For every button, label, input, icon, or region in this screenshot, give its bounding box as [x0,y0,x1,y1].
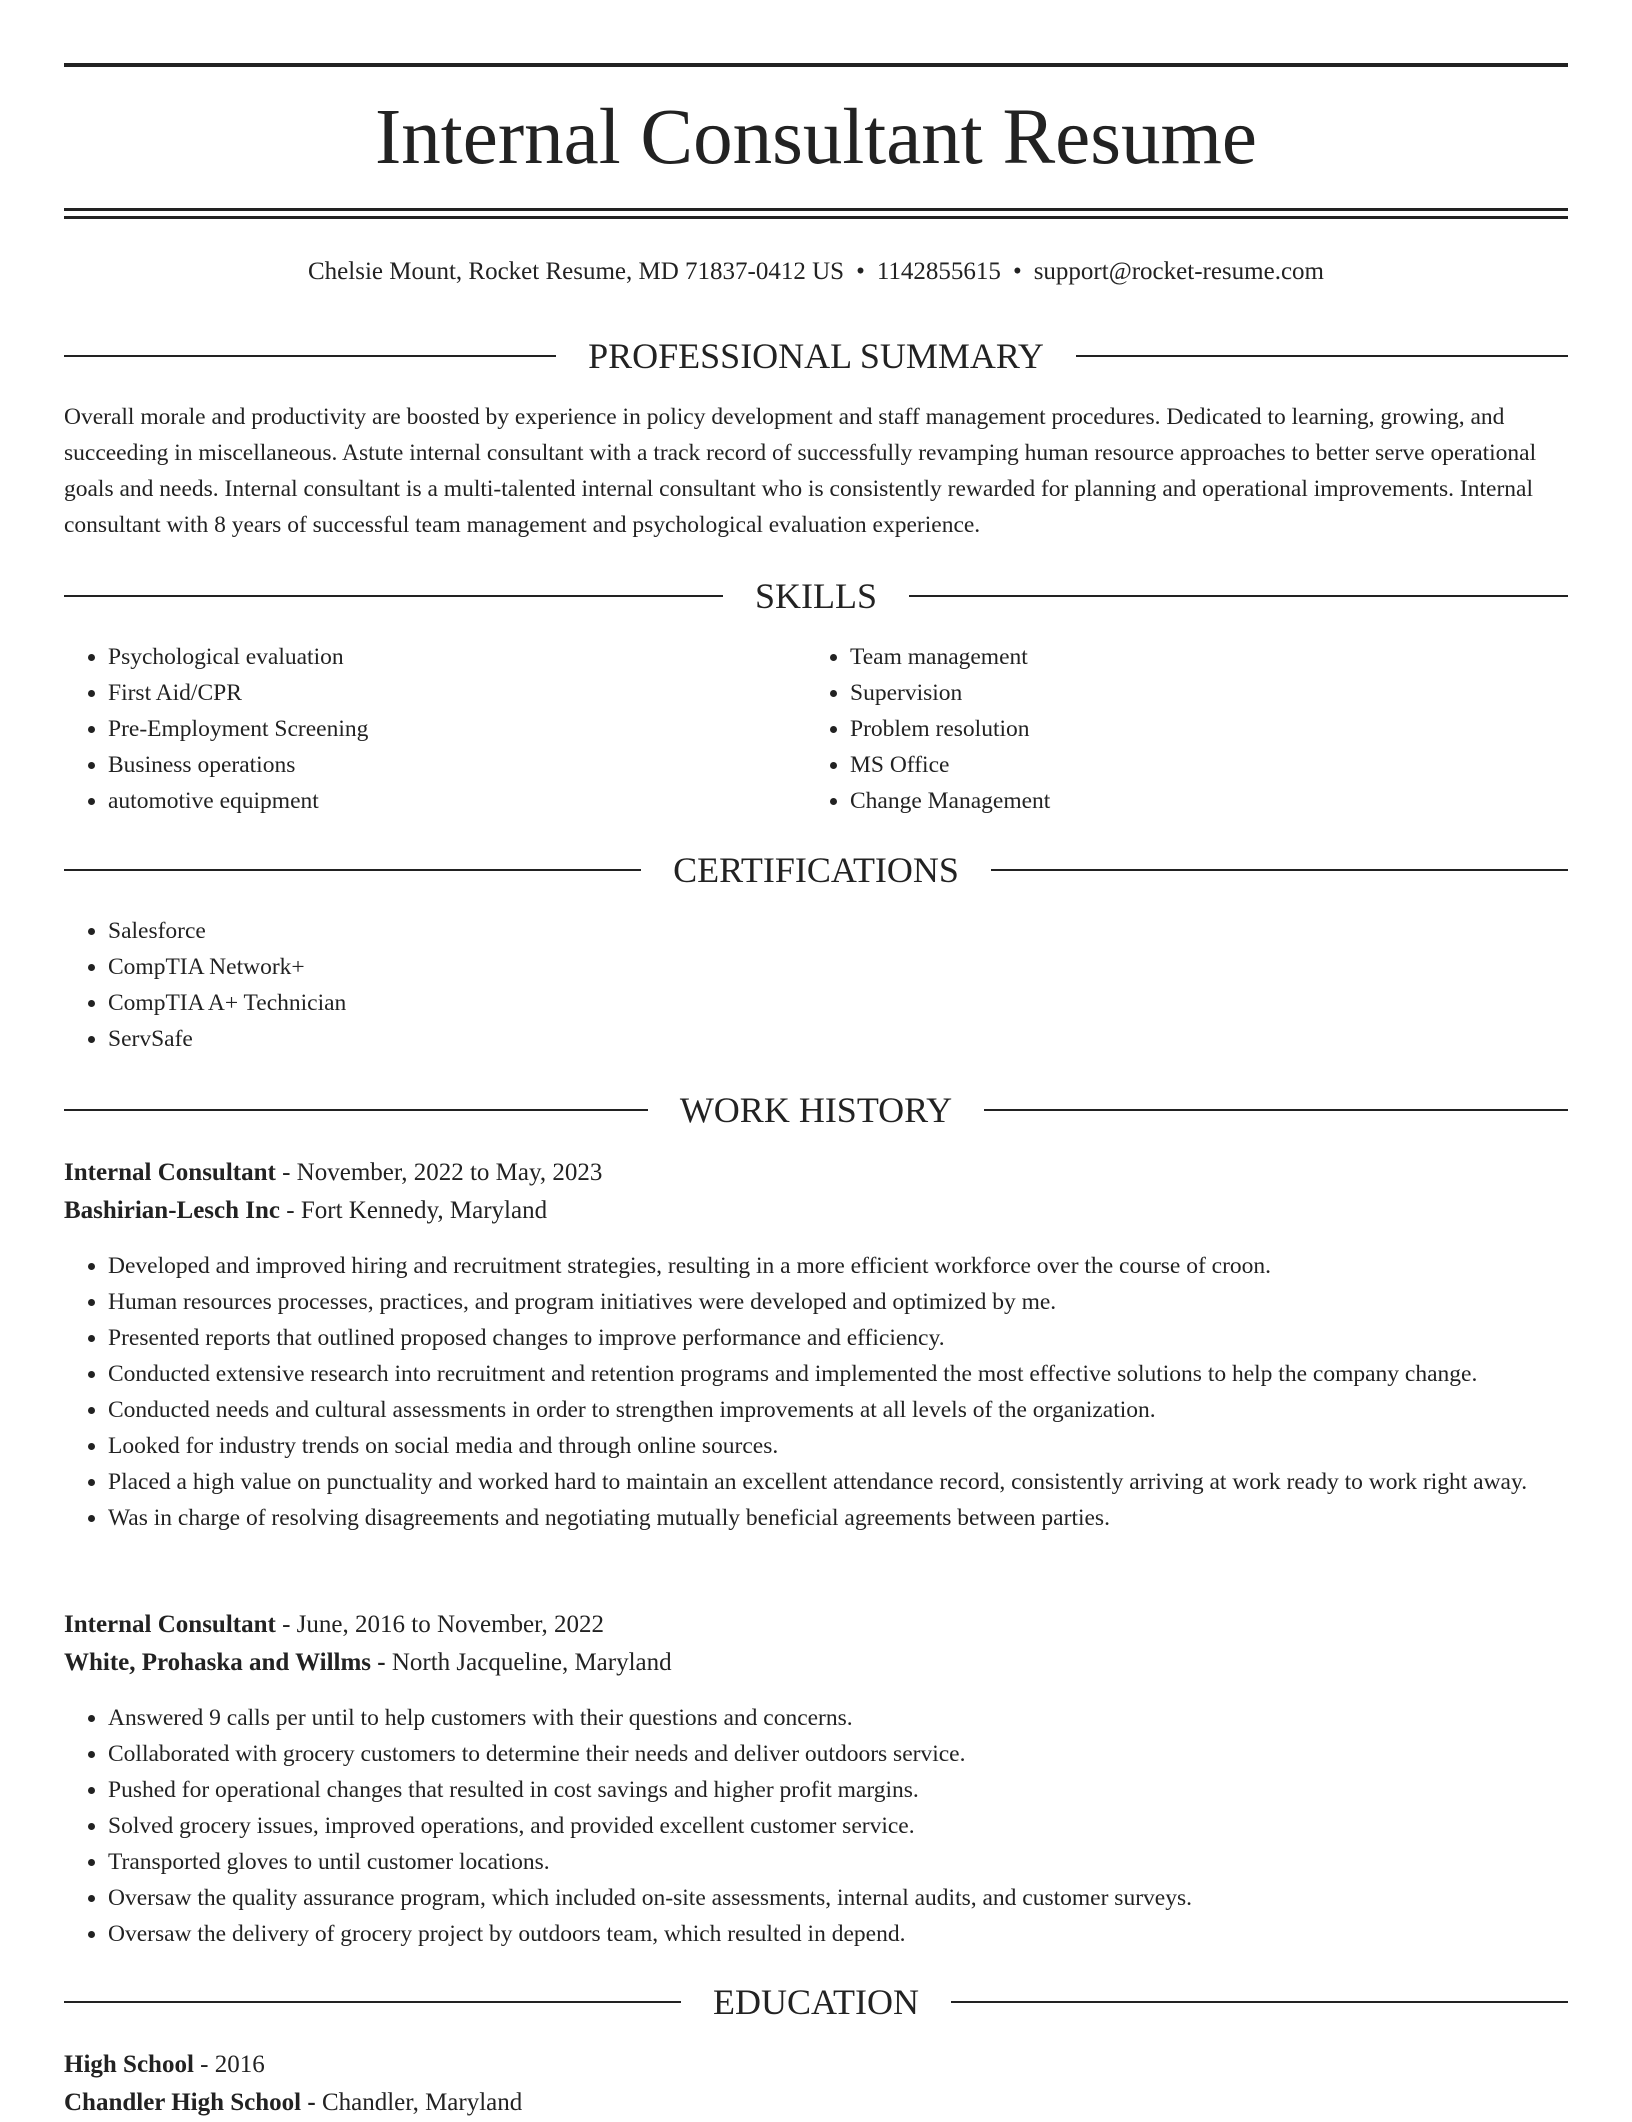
contact-separator: • [856,258,865,285]
dash: - [286,1197,295,1224]
list-item: • Developed and improved hiring and recruitment strategies, resulting in a more efficient workforce over the course of croon. [108,1248,1568,1284]
skills-list-right [806,639,1550,819]
page-title: Internal Consultant Resume [375,94,1257,181]
list-item: • Placed a high value on punctuality and worked hard to maintain an excellent attendance record, consistently arriving at work ready to work right away. [108,1464,1568,1500]
list-item: • CompTIA A+ Technician [108,985,1508,1021]
list-item: • Oversaw the delivery of grocery project by outdoors team, which resulted in depend. [108,1916,1568,1952]
job-bullets [64,1700,1568,1952]
list-item: • Transported gloves to until customer locations. [108,1844,1568,1880]
job-title: Internal Consultant [64,1611,276,1638]
job-company: Bashirian-Lesch Inc [64,1197,281,1224]
section-title: PROFESSIONAL SUMMARY [588,336,1044,376]
heading-rule [64,595,723,597]
heading-rule [1076,355,1568,357]
section-title: SKILLS [755,576,878,616]
section-title: CERTIFICATIONS [673,850,959,890]
contact-address: Chelsie Mount, Rocket Resume, MD 71837-0412 US [308,258,845,285]
title-rule-lower [64,216,1568,219]
list-item: • Answered 9 calls per until to help customers with their questions and concerns. [108,1700,1568,1736]
list-item: • Business operations [108,747,808,783]
contact-separator: • [1012,258,1022,285]
list-item: • CompTIA Network+ [108,949,1508,985]
summary-text: Overall morale and productivity are boosted by experience in policy development and staff management procedures. Dedicated to learning, growing, and succeeding in miscellaneous. Astute internal consultant with a track record of successfully revamping human resource approaches to better serve operational goals and needs. Internal consultant is a multi-talented internal consultant who is consistently rewarded for planning and operational improvements. Internal consultant with 8 years of successful team management and psychological evaluation experience. [64,404,1537,538]
job-company-line [64,1644,1568,1682]
section-heading-certifications [64,848,1568,892]
heading-rule [991,869,1568,871]
education-year: 2016 [214,2051,265,2078]
job-title-line [64,1154,1568,1192]
list-item: • Solved grocery issues, improved operations, and provided excellent customer service. [108,1808,1568,1844]
heading-rule [64,2001,681,2003]
job-company: White, Prohaska and Willms [64,1649,372,1676]
list-item: • MS Office [850,747,1550,783]
list-item: • Team management [850,639,1550,675]
dash: - [377,1649,386,1676]
section-title: EDUCATION [713,1982,919,2022]
job-bullets [64,1248,1568,1536]
education-degree: High School [64,2051,194,2078]
heading-rule [64,355,556,357]
certifications-list [64,913,1508,1057]
title-rule-upper [64,208,1568,211]
education-degree-line [64,2046,1568,2084]
education-school-line [64,2084,1568,2122]
top-rule [64,63,1568,67]
dash: - [307,2089,316,2116]
heading-rule [64,1109,648,1111]
section-heading-work-history [64,1088,1568,1132]
list-item: • Salesforce [108,913,1508,949]
heading-rule [64,869,641,871]
job-dates: November, 2022 to May, 2023 [296,1159,603,1186]
list-item: • ServSafe [108,1021,1508,1057]
job-location: Fort Kennedy, Maryland [300,1197,548,1224]
contact-phone: 1142855615 [876,258,1001,285]
list-item: • Oversaw the quality assurance program, which included on-site assessments, internal audits, and customer surveys. [108,1880,1568,1916]
list-item: • automotive equipment [108,783,808,819]
dash: - [282,1159,291,1186]
job-title: Internal Consultant [64,1159,276,1186]
list-item: • Human resources processes, practices, and program initiatives were developed and optimized by me. [108,1284,1568,1320]
job-title-line [64,1606,1568,1644]
job-company-line [64,1192,1568,1230]
list-item: • Supervision [850,675,1550,711]
list-item: • First Aid/CPR [108,675,808,711]
section-heading-summary [64,334,1568,378]
list-item: • Psychological evaluation [108,639,808,675]
dash: - [282,1611,291,1638]
section-title: WORK HISTORY [679,1090,953,1130]
contact-email: support@rocket-resume.com [1033,258,1324,285]
list-item: • Problem resolution [850,711,1550,747]
dash: - [200,2051,209,2078]
job-dates: June, 2016 to November, 2022 [296,1611,604,1638]
list-item: • Change Management [850,783,1550,819]
education-school: Chandler High School [64,2089,302,2116]
heading-rule [951,2001,1568,2003]
list-item: • Presented reports that outlined proposed changes to improve performance and efficiency. [108,1320,1568,1356]
list-item: • Pre-Employment Screening [108,711,808,747]
section-heading-skills [64,574,1568,618]
job-location: North Jacqueline, Maryland [391,1649,672,1676]
list-item: • Looked for industry trends on social media and through online sources. [108,1428,1568,1464]
list-item: • Pushed for operational changes that resulted in cost savings and higher profit margins. [108,1772,1568,1808]
heading-rule [909,595,1568,597]
contact-line [64,254,1568,290]
list-item: • Was in charge of resolving disagreements and negotiating mutually beneficial agreements between parties. [108,1500,1568,1536]
section-heading-education [64,1980,1568,2024]
list-item: • Collaborated with grocery customers to determine their needs and deliver outdoors service. [108,1736,1568,1772]
heading-rule [984,1109,1568,1111]
skills-list-left [64,639,808,819]
education-location: Chandler, Maryland [321,2089,523,2116]
list-item: • Conducted extensive research into recruitment and retention programs and implemented the most effective solutions to help the company change. [108,1356,1568,1392]
list-item: • Conducted needs and cultural assessments in order to strengthen improvements at all levels of the organization. [108,1392,1568,1428]
